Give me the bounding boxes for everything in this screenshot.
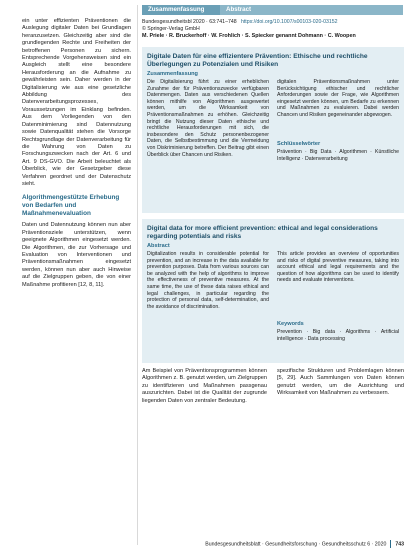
abstract-tab: Abstract — [220, 5, 403, 15]
page-footer — [142, 540, 404, 548]
keywords-label-de: Schlüsselwörter — [277, 141, 321, 147]
keywords-label-en: Keywords — [277, 321, 304, 327]
keywords-de: Prävention · Big Data · Algorithmen · Künstliche Intelligenz · Datenverarbeitung — [277, 149, 399, 162]
german-title: Digitale Daten für eine effizientere Prävention: Ethische und rechtliche Überlegungen zu Potenzialen und Risiken — [147, 53, 368, 68]
authors: M. Priele · R. Bruckerhoff · W. Frohlich · S. Spiecker genannt Dohmann · C. Woopen — [142, 33, 356, 39]
section-heading: Algorithmengestützte Erhebung von Bedarfen und Maßnahmenevaluation — [22, 194, 120, 218]
copyright: © Springer-Verlag GmbH — [142, 25, 200, 32]
body-column-1: Am Beispiel von Präventionsprogrammen können Algorithmen z. B. genutzt werden, um Zielgruppen zu identifizieren und Maßnahmen passgenau auszurichten. Dabei ist die Qualität der zugrunde liegenden Daten von zentraler Bedeutung. — [142, 368, 267, 404]
article-meta — [142, 19, 404, 33]
english-text-right: This article provides an overview of opportunities and risks of digital preventive measures, taking into account ethical and legal requirements and the question of how algorithms can be used to identify needs and evaluate interventions. — [277, 251, 399, 284]
page-number: 743 — [395, 541, 404, 548]
abstract-label: Abstract — [147, 243, 170, 249]
doi-link[interactable]: https://doi.org/10.1007/s00103-020-03152 — [240, 19, 338, 25]
summary-label: Zusammenfassung — [147, 71, 198, 77]
abstract-header-bar — [142, 5, 403, 15]
german-abstract-box — [142, 47, 404, 213]
column-divider — [137, 5, 138, 545]
zusammenfassung-tab: Zusammenfassung — [142, 5, 220, 15]
keywords-en: Prevention · Big data · Algorithms · Artificial intelligence · Data processing — [277, 329, 399, 342]
left-column — [22, 18, 131, 289]
left-paragraph-2: Daten und Datennutzung können nun aber Präventionsziele unterstützen, wenn geeignete Algorithmen eingesetzt werden. Die Algorithmen, die zur Vorhersage und Evaluation von Interventionen und Präventionsmaßnahmen eingesetzt werden, können nun aber auch Hinweise auf die Zielgruppen geben, die von einer Maßnahme profitieren [12, 8, 11]. — [22, 222, 131, 288]
english-title: Digital data for more efficient prevention: ethical and legal considerations regarding potentials and risks — [147, 225, 378, 240]
journal-name: Bundesgesundheitsblatt · Gesundheitsforschung · Gesundheitsschutz 6 · 2020 — [205, 541, 387, 548]
english-text-left: Digitalization results in considerable potential for prevention, and an increase in the data available for prevention purposes. Data from various sources can be analyzed with the help of algorithms to improve the effectiveness of preventive measures. At the same time, the use of these data raises ethical and legal challenges, in particular regarding the protection of personal data, self-determination, and the avoidance of discrimination. — [147, 251, 269, 310]
german-text-right: digitalen Präventionsmaßnahmen unter Berücksichtigung ethischer und rechtlicher Anforderungen sowie der Frage, wie Algorithmen eingesetzt werden können, um Bedarfe zu erkennen und Maßnahmen zu evaluieren. Dabei werden Chancen und Risiken gegeneinander abgewogen. — [277, 79, 399, 118]
left-paragraph-1: ein unter effizienten Präventionen die Auslegung digitaler Daten bei Grundlagen heranzusetzen. Gleichzeitig aber sind die grundlegenden Rechte und Freiheiten der betroffenen Personen zu sichern. Entsprechende Vorgehensweisen sind ein Ausgleich stellt eine besondere Herausforderung an die Aufnahme zu gewährleisten sein. Daher werden in der Digitalisierung wie aus eine gesetzliche Abbildung des Datenverarbeitungsprozesses, Voraussetzungen im Einklang befinden. Aus dem Vorliegenden von den Datenminimierung sind Datennutzung sowie Datenqualität stehen die Vorsorge Rechtsgrundlage der Datenverarbeitung für die Wahrung von Daten zu Forschungszwecken nach der Art. 6 und Art. 9 DS-GVO. Die Arbeit beleuchtet als Überblick, wie der Gesetzgeber diese Verfahren geordnet und der Datenschutz sieht. — [22, 18, 131, 187]
german-text-left: Die Digitalisierung führt zu einer erheblichen Zunahme der für Präventionszwecke verfügbaren Datenmengen. Daten aus verschiedenen Quellen können mithilfe von Algorithmen ausgewertet werden, um die Wirksamkeit von Präventionsmaßnahmen zu erhöhen. Gleichzeitig bringt die Nutzung dieser Daten ethische und rechtliche Herausforderungen mit sich, die insbesondere den Schutz personenbezogener Daten, die Selbstbestimmung und die Vermeidung von Diskriminierung betreffen. Der Beitrag gibt einen Überblick über Chancen und Risiken. — [147, 79, 269, 158]
meta-line-1 — [142, 19, 404, 26]
body-column-2: spezifische Strukturen und Problemlagen können [5, 29]. Auch Sammlungen von Daten können genutzt werden, um die Ausrichtung und Wirksamkeit von Maßnahmen zu verbessern. — [277, 368, 404, 397]
citation: Bundesgesundheitsbl 2020 · 63:741–748 — [142, 19, 237, 25]
footer-divider — [390, 540, 391, 548]
english-abstract-box — [142, 219, 404, 363]
